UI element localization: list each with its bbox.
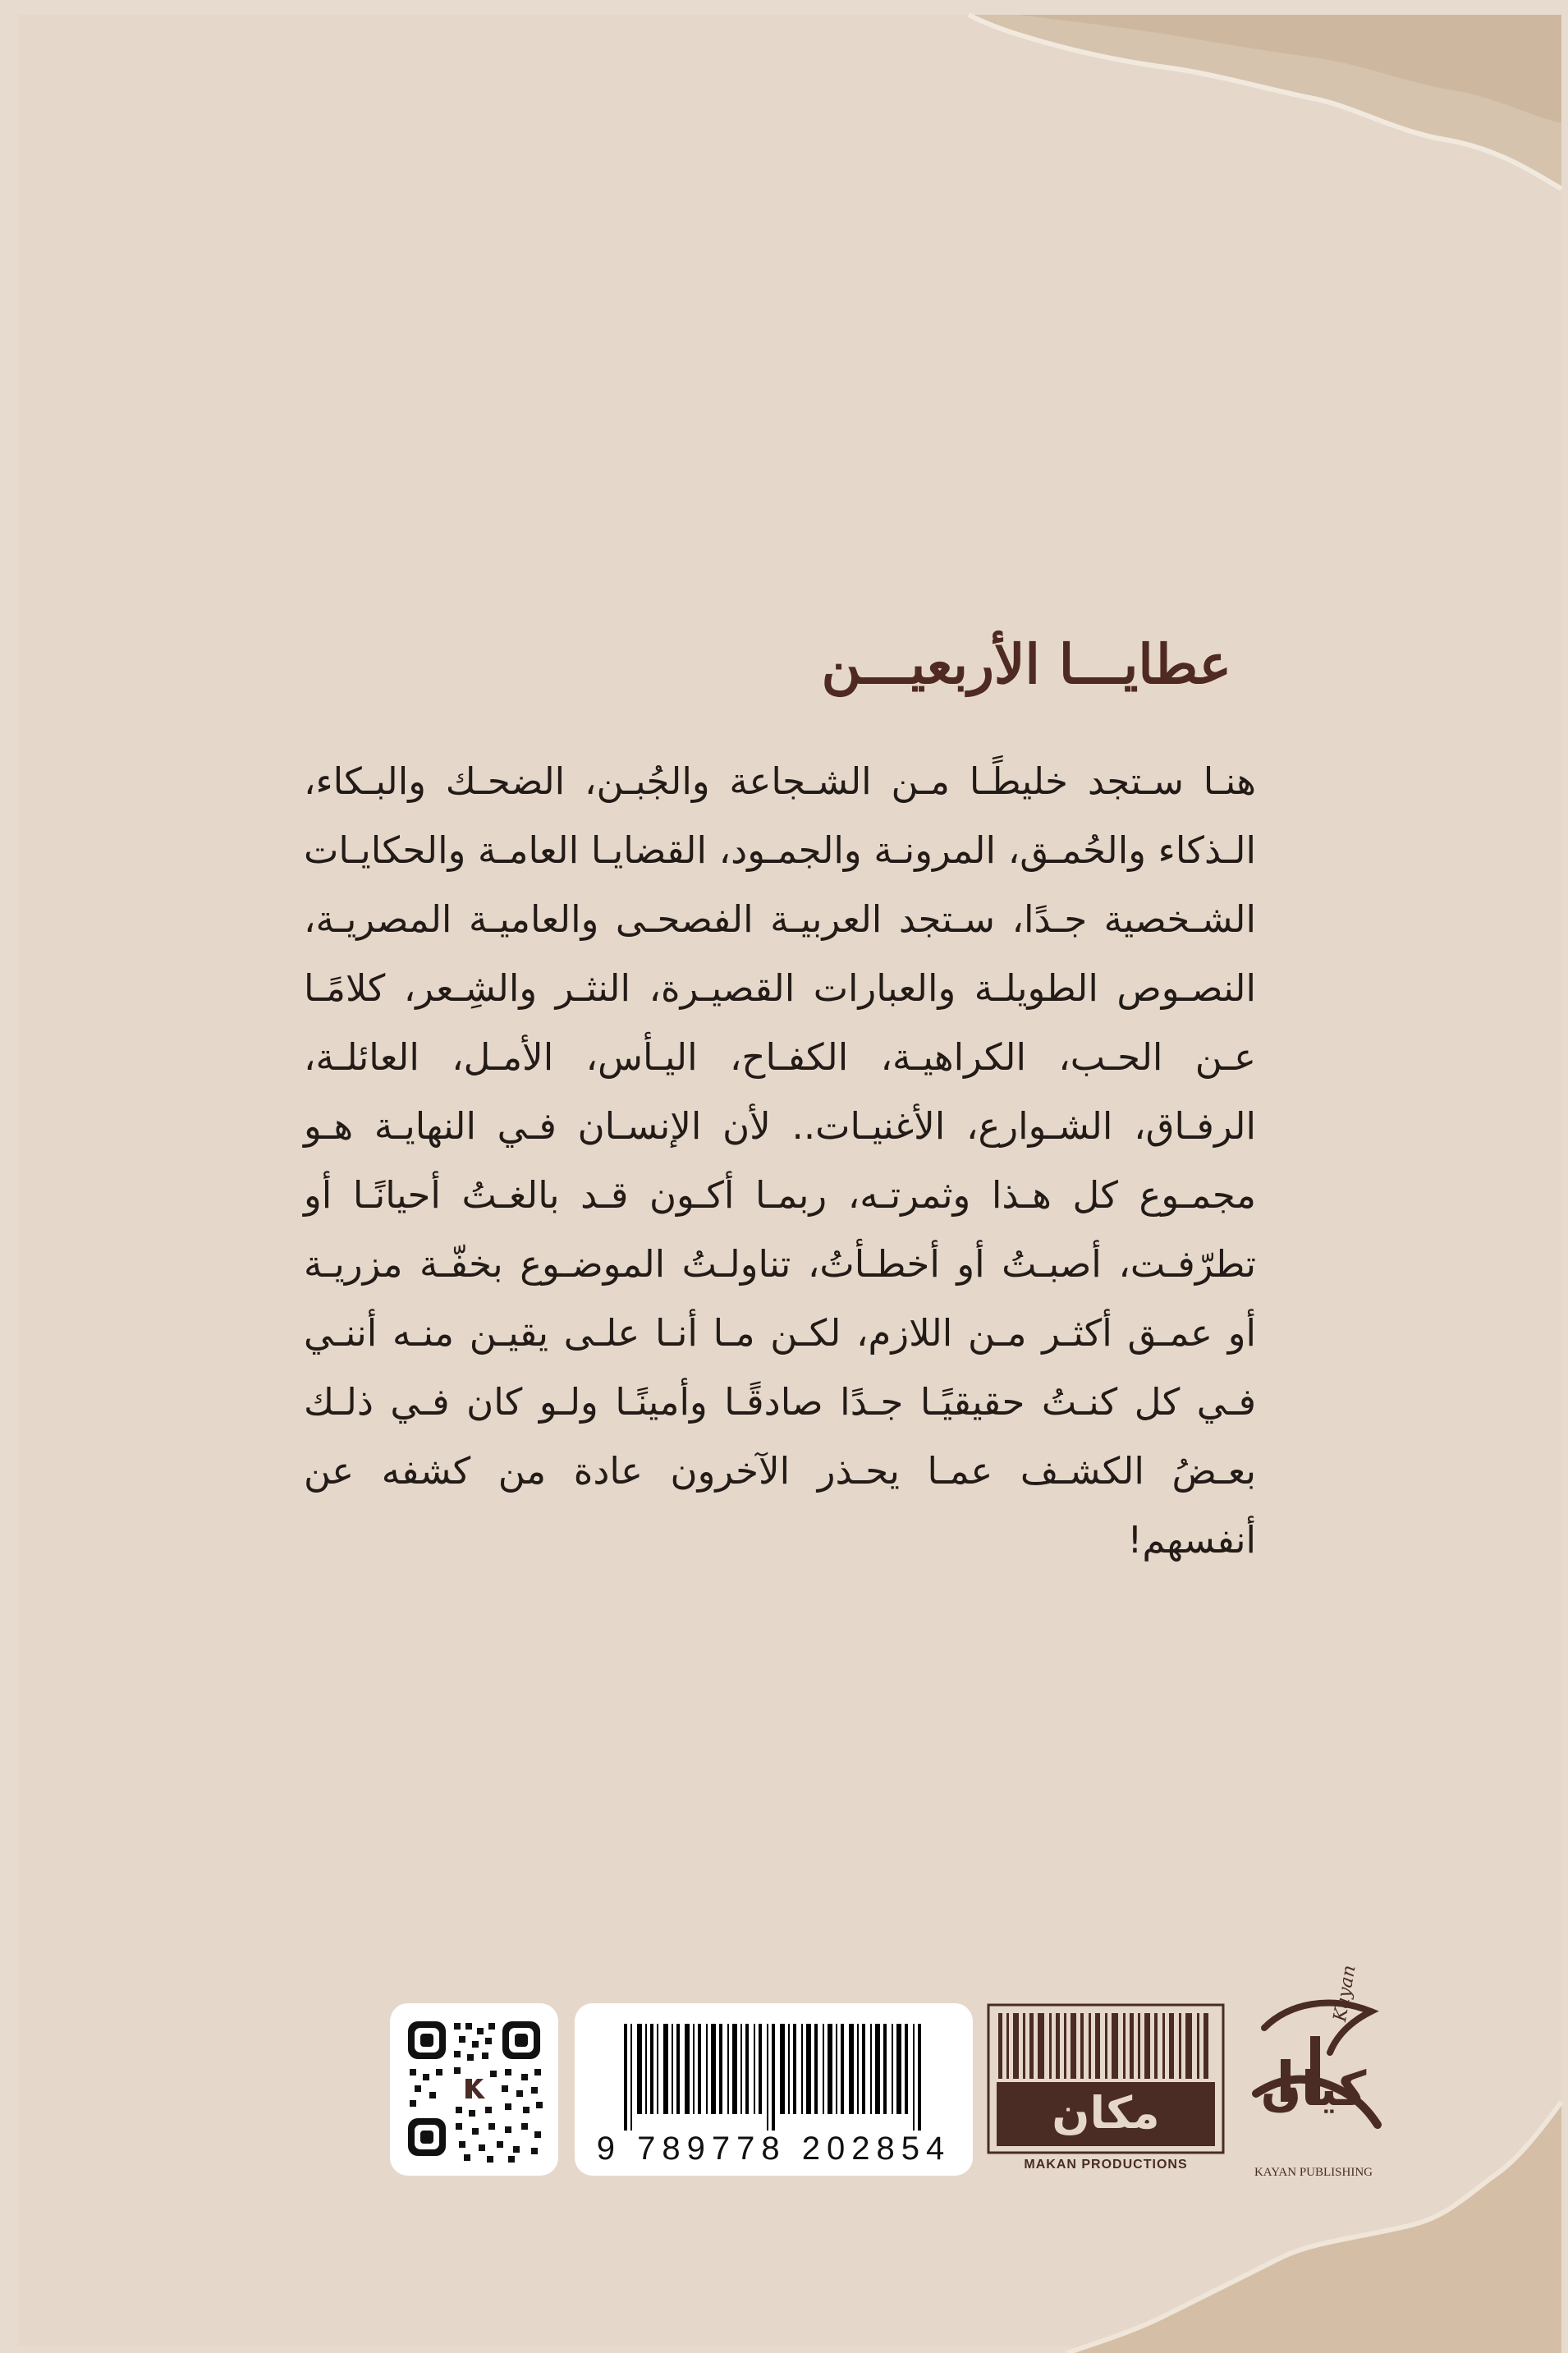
- qr-code-tile: [390, 2003, 558, 2176]
- kayan-caption: KAYAN PUBLISHING: [1254, 2166, 1373, 2179]
- kayan-logo: [1231, 1963, 1396, 2180]
- kayan-script: Kayan: [1330, 1963, 1360, 2024]
- isbn-number: 9 789778 202854: [596, 2131, 951, 2167]
- makan-logo: [987, 2003, 1225, 2176]
- qr-code-icon: [390, 2003, 558, 2176]
- makan-logo-text: مكان: [1052, 2087, 1160, 2139]
- book-blurb: هنـا سـتجد خليطًـا مـن الشـجاعة والجُبـن، الضحـك والبـكاء، الـذكاء والحُمـق، المرونـة والجمـود، القضايـا العامـة والحكايـات الشـخصية جـدًا، سـتجد العربيـة الفصحـى والعاميـة المصريـة، النصـوص الطويلـة والعبارات القصيـرة، النثـر والشِـعر، كلامًـا عـن الحـب، الكراهيـة، الكفـاح، اليـأس، الأمـل، العائلـة، الرفـاق، الشـوارع، الأغنيـات.. لأن الإنسـان فـي النهايـة هـو مجمـوع كل هـذا وثمرتـه، ربمـا أكـون قـد بالغـتُ أحيانًـا أو تطرّفـت، أصبـتُ أو أخطـأتُ، تناولـتُ الموضـوع بخفّـة مزريـة أو عمـق أكثـر مـن اللازم، لكـن مـا أنـا علـى يقيـن منـه أننـي فـي كل كنـتُ حقيقيًـا جـدًا صادقًـا وأمينًـا ولـو كان فـي ذلـك بعـضُ الكشـف عمـا يحـذر الآخرون عادة من كشفه عن أنفسهم!: [304, 759, 1256, 1562]
- barcode-tile: [575, 2003, 973, 2176]
- makan-caption: MAKAN PRODUCTIONS: [1024, 2158, 1188, 2172]
- book-title: عطايـــا الأربعيـــن: [821, 632, 1231, 696]
- barcode-icon: [575, 2003, 973, 2135]
- kayan-logo-text: كيان: [1260, 2061, 1367, 2117]
